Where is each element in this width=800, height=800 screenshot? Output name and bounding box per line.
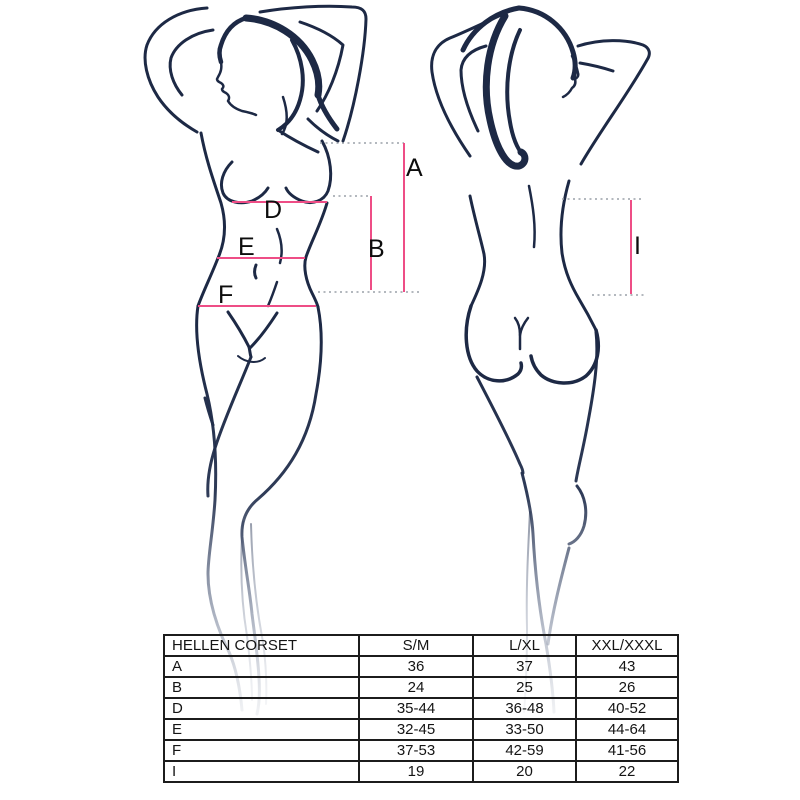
table-row <box>164 740 678 761</box>
back-arms <box>432 10 650 164</box>
cell-value: 40-52 <box>576 698 678 719</box>
column-header-xxl: XXL/XXXL <box>576 635 678 656</box>
cell-value: 37-53 <box>359 740 473 761</box>
front-hair <box>220 18 338 152</box>
cell-value: 24 <box>359 677 473 698</box>
cell-value: 35-44 <box>359 698 473 719</box>
front-figure-illustration <box>145 6 366 714</box>
measurement-label-i: I <box>634 232 641 260</box>
row-label: I <box>164 761 359 782</box>
cell-value: 32-45 <box>359 719 473 740</box>
table-row <box>164 698 678 719</box>
cell-value: 19 <box>359 761 473 782</box>
column-header-sm: S/M <box>359 635 473 656</box>
size-table <box>163 634 679 783</box>
measurement-label-b: B <box>368 235 385 263</box>
front-face-profile <box>217 62 256 115</box>
cell-value: 44-64 <box>576 719 678 740</box>
row-label: B <box>164 677 359 698</box>
cell-value: 42-59 <box>473 740 576 761</box>
row-label: F <box>164 740 359 761</box>
cell-value: 37 <box>473 656 576 677</box>
back-figure-illustration <box>432 8 650 712</box>
measurement-label-d: D <box>264 196 283 224</box>
cell-value: 33-50 <box>473 719 576 740</box>
front-bikini-lines <box>228 312 277 362</box>
back-buttocks <box>466 306 598 383</box>
dotted-guide-lines <box>318 143 644 295</box>
row-label: E <box>164 719 359 740</box>
cell-value: 36-48 <box>473 698 576 719</box>
back-torso <box>470 181 596 330</box>
size-table-header-row <box>164 635 678 656</box>
cell-value: 20 <box>473 761 576 782</box>
row-label: D <box>164 698 359 719</box>
cell-value: 25 <box>473 677 576 698</box>
cell-value: 43 <box>576 656 678 677</box>
table-row <box>164 719 678 740</box>
cell-value: 41-56 <box>576 740 678 761</box>
column-header-lxl: L/XL <box>473 635 576 656</box>
cell-value: 36 <box>359 656 473 677</box>
measurement-label-a: A <box>406 154 423 182</box>
table-row <box>164 656 678 677</box>
table-row <box>164 761 678 782</box>
back-hair <box>463 8 575 166</box>
table-row <box>164 677 678 698</box>
table-title-cell: HELLEN CORSET <box>164 635 359 656</box>
row-label: A <box>164 656 359 677</box>
cell-value: 26 <box>576 677 678 698</box>
measurement-label-f: F <box>218 281 234 309</box>
measurement-label-e: E <box>238 233 255 261</box>
cell-value: 22 <box>576 761 678 782</box>
